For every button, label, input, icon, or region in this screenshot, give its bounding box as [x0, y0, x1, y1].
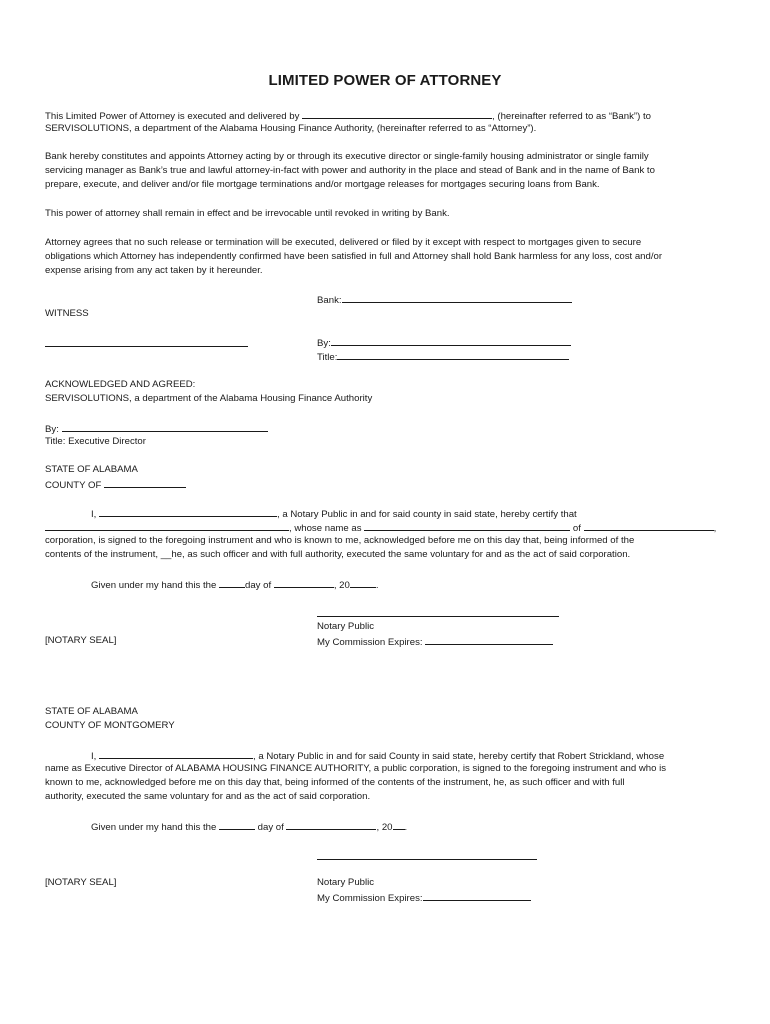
notary2-county: COUNTY OF MONTGOMERY: [45, 720, 175, 731]
agrees-line-1: Attorney agrees that no such release or termination will be executed, delivered or filed by it except with respect to mortgages given to secure: [45, 237, 642, 248]
constitutes-line-2: servicing manager as Bank’s true and lawful attorney-in-fact with power and authority in the place and stead of Bank and in the name of Bank to: [45, 165, 655, 176]
notary1-given-b: day of: [245, 580, 272, 591]
notary2-commission-blank[interactable]: [423, 890, 531, 901]
notary2-line-2: name as Executive Director of ALABAMA HOUSING FINANCE AUTHORITY, a public corporation, is signed to the foregoing instrument and who is: [45, 763, 667, 774]
title-label: Title:: [317, 352, 338, 363]
notary1-commission-blank[interactable]: [425, 634, 553, 645]
notary2-signature-blank[interactable]: [317, 859, 537, 860]
bank-name-blank[interactable]: [302, 108, 492, 119]
notary1-county-blank[interactable]: [104, 477, 186, 488]
acknowledged-heading: ACKNOWLEDGED AND AGREED:: [45, 379, 196, 390]
effect-paragraph: This power of attorney shall remain in effect and be irrevocable until revoked in writing by Bank.: [45, 208, 450, 219]
notary2-given-c: , 20: [376, 822, 393, 833]
notary1-position-blank[interactable]: [364, 520, 570, 531]
constitutes-line-3: prepare, execute, and deliver and/or file mortgage terminations and/or mortgage releases for mortgages securing loans from Bank.: [45, 179, 600, 190]
agrees-line-3: expense arising from any act taken by it hereunder.: [45, 265, 263, 276]
notary2-notary-public: Notary Public: [317, 877, 375, 888]
notary1-notary-name-blank[interactable]: [99, 506, 277, 517]
notary1-i: I,: [91, 509, 97, 520]
document-title: LIMITED POWER OF ATTORNEY: [268, 72, 502, 89]
notary2-day-blank[interactable]: [219, 819, 255, 830]
by-label: By:: [317, 338, 331, 349]
notary1-given-line: [91, 577, 379, 594]
notary1-line-4: contents of the instrument, __he, as such officer and with full authority, executed the same voluntary for and as the act of said corporation.: [45, 549, 631, 560]
notary1-county-label: COUNTY OF: [45, 480, 102, 491]
notary2-commission-label: My Commission Expires:: [317, 893, 423, 904]
agrees-line-2: obligations which Attorney has independently confirmed have been satisfied in full and Attorney shall hold Bank harmless for any loss, cost and/or: [45, 251, 663, 262]
notary2-given-line: [91, 819, 407, 836]
notary2-given-b: day of: [257, 822, 284, 833]
notary1-whose: , whose name as: [289, 523, 362, 534]
title-blank[interactable]: [337, 349, 569, 360]
notary1-given-d: .: [375, 580, 379, 591]
notary1-given-a: Given under my hand this the: [91, 580, 217, 591]
notary2-given-d: .: [404, 822, 408, 833]
acknowledged-by-label: By:: [45, 424, 59, 435]
notary1-signature-blank[interactable]: [317, 616, 559, 617]
notary1-seal: [NOTARY SEAL]: [45, 635, 117, 646]
intro-text-b: , (hereinafter referred to as “Bank”) to: [492, 111, 651, 122]
witness-signature-blank[interactable]: [45, 346, 248, 347]
notary1-of: of: [572, 523, 581, 534]
notary1-year-blank[interactable]: [350, 577, 376, 588]
notary2-l1-rest: , a Notary Public in and for said County in said state, hereby certify that Robert Strickland, whose: [253, 751, 665, 762]
acknowledged-entity: SERVISOLUTIONS, a department of the Alabama Housing Finance Authority: [45, 393, 373, 404]
bank-label: Bank:: [317, 295, 342, 306]
notary2-seal: [NOTARY SEAL]: [45, 877, 117, 888]
notary2-state: STATE OF ALABAMA: [45, 706, 138, 717]
notary1-signer-blank[interactable]: [45, 520, 289, 531]
notary1-given-c: , 20: [333, 580, 350, 591]
intro-text-a: This Limited Power of Attorney is executed and delivered by: [45, 111, 300, 122]
notary1-month-blank[interactable]: [274, 577, 334, 588]
notary1-notary-public: Notary Public: [317, 621, 375, 632]
witness-label: WITNESS: [45, 308, 89, 319]
constitutes-line-1: Bank hereby constitutes and appoints Attorney acting by or through its executive director or single-family housing administrator or single family: [45, 151, 649, 162]
notary1-state: STATE OF ALABAMA: [45, 464, 138, 475]
notary2-line-4: authority, executed the same voluntary for and as the act of said corporation.: [45, 791, 371, 802]
notary1-commission-label: My Commission Expires:: [317, 637, 423, 648]
acknowledged-by-blank[interactable]: [62, 421, 268, 432]
acknowledged-title: Title: Executive Director: [45, 436, 146, 447]
intro-line-2: SERVISOLUTIONS, a department of the Alabama Housing Finance Authority, (hereinafter referred to as “Attorney”).: [45, 123, 537, 134]
notary1-day-blank[interactable]: [219, 577, 245, 588]
notary2-line-3: known to me, acknowledged before me on this day that, being informed of the contents of the instrument, he, as such officer and with full: [45, 777, 625, 788]
notary2-commission-line: [317, 890, 531, 907]
notary1-corporation-blank[interactable]: [584, 520, 714, 531]
by-blank[interactable]: [331, 335, 571, 346]
bank-signature-line: [317, 292, 572, 309]
notary2-i: I,: [91, 751, 97, 762]
notary1-commission-line: [317, 634, 553, 651]
notary1-county-line: [45, 477, 186, 494]
notary2-month-blank[interactable]: [286, 819, 376, 830]
bank-signature-blank[interactable]: [342, 292, 572, 303]
notary1-comma: ,: [713, 523, 717, 534]
notary1-line-3: corporation, is signed to the foregoing instrument and who is known to me, acknowledged before me on this day that, being informed of the: [45, 535, 635, 546]
notary2-year-blank[interactable]: [393, 819, 405, 830]
notary1-l1-rest: , a Notary Public in and for said county in said state, hereby certify that: [277, 509, 577, 520]
notary2-notary-name-blank[interactable]: [99, 748, 253, 759]
title-signature-line: [317, 349, 569, 366]
notary2-given-a: Given under my hand this the: [91, 822, 217, 833]
